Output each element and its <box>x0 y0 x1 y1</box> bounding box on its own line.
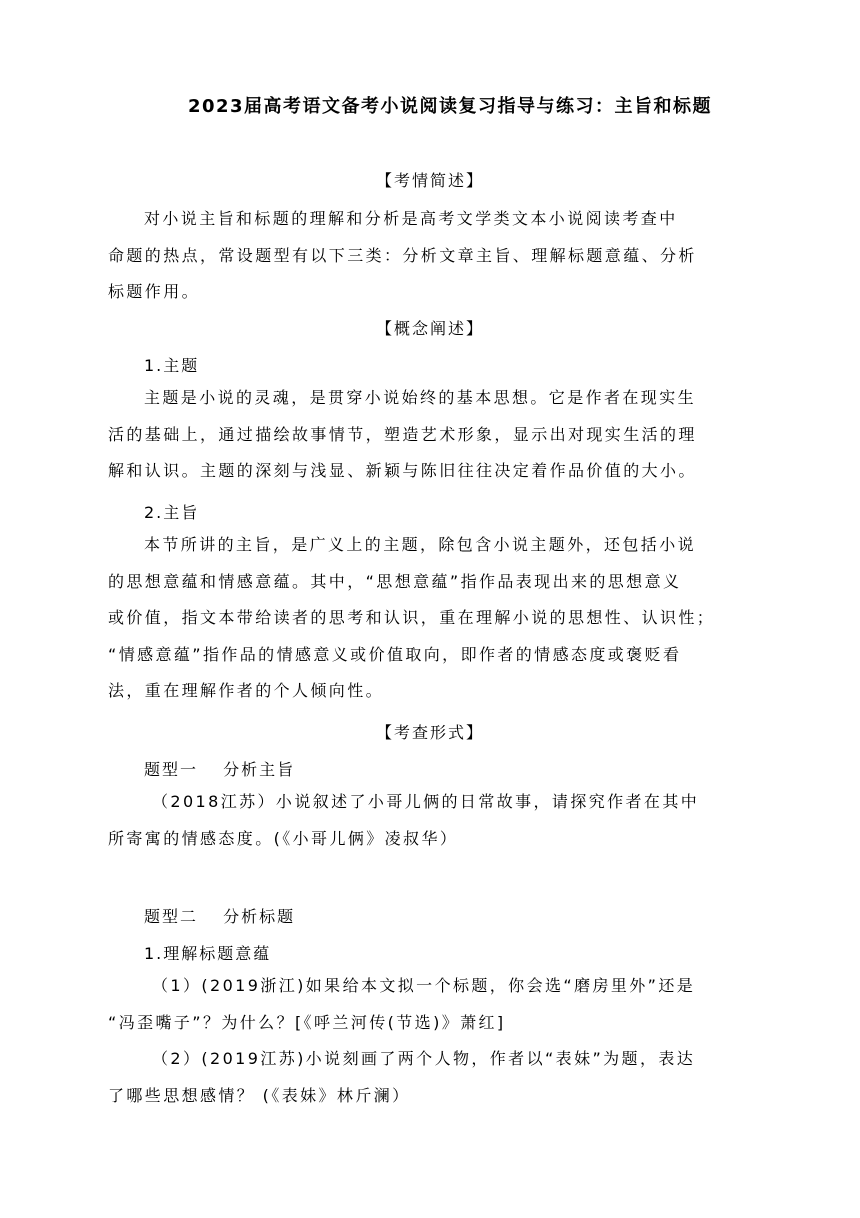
paragraph-question-type-1 <box>108 784 752 857</box>
text-line: 所寄寓的情感态度。(《小哥儿俩》凌叔华） <box>108 828 459 848</box>
item-label-theme: 1.主题 <box>144 356 200 375</box>
paragraph-question-1 <box>108 968 752 1041</box>
text-line: （2018江苏）小说叙述了小哥儿俩的日常故事，请探究作者在其中 <box>152 792 700 811</box>
text-line: 对小说主旨和标题的理解和分析是高考文学类文本小说阅读考查中 <box>144 209 678 228</box>
text-line: “冯歪嘴子”？为什么？[《呼兰河传(节选)》萧红] <box>108 1012 506 1032</box>
paragraph-question-2 <box>108 1041 752 1114</box>
item-label-main-idea: 2.主旨 <box>144 503 200 522</box>
paragraph-theme <box>108 380 752 490</box>
document-title: 2023届高考语文备考小说阅读复习指导与练习：主旨和标题 <box>187 96 713 117</box>
question-type-1-label: 题型一 分析主旨 <box>144 760 296 779</box>
text-line: 的思想意蕴和情感意蕴。其中，“思想意蕴”指作品表现出来的思想意义 <box>108 571 682 591</box>
text-line: 主题是小说的灵魂，是贯穿小说始终的基本思想。它是作者在现实生 <box>144 388 697 407</box>
text-line: 活的基础上，通过描绘故事情节，塑造艺术形象，显示出对现实生活的理 <box>108 424 697 444</box>
text-line: 本节所讲的主旨，是广义上的主题，除包含小说主题外，还包括小说 <box>144 535 697 554</box>
text-line: （1）(2019浙江)如果给本文拟一个标题，你会选“磨房里外”还是 <box>152 976 696 995</box>
text-line: “情感意蕴”指作品的情感意义或价值取向，即作者的情感态度或褒贬看 <box>108 644 682 664</box>
text-line: 命题的热点，常设题型有以下三类：分析文章主旨、理解标题意蕴、分析 <box>108 245 697 265</box>
text-line: 标题作用。 <box>108 282 201 301</box>
section-heading-exam-forms: 【考查形式】 <box>375 723 484 742</box>
section-heading-concepts: 【概念阐述】 <box>375 319 484 338</box>
text-line: 解和认识。主题的深刻与浅显、新颖与陈旧往往决定着作品价值的大小。 <box>108 461 697 480</box>
text-line: 法，重在理解作者的个人倾向性。 <box>108 681 385 700</box>
sub-label-title-meaning: 1.理解标题意蕴 <box>144 944 272 963</box>
paragraph-exam-overview <box>108 201 752 311</box>
paragraph-main-idea <box>108 527 752 710</box>
text-line: （2）(2019江苏)小说刻画了两个人物，作者以“表妹”为题，表达 <box>152 1049 696 1068</box>
text-line: 了哪些思想感情？ (《表妹》林斤澜） <box>108 1085 411 1105</box>
text-line: 或价值，指文本带给读者的思考和认识，重在理解小说的思想性、认识性； <box>108 608 716 627</box>
section-heading-exam-overview: 【考情简述】 <box>375 171 484 190</box>
question-type-2-label: 题型二 分析标题 <box>144 907 296 926</box>
